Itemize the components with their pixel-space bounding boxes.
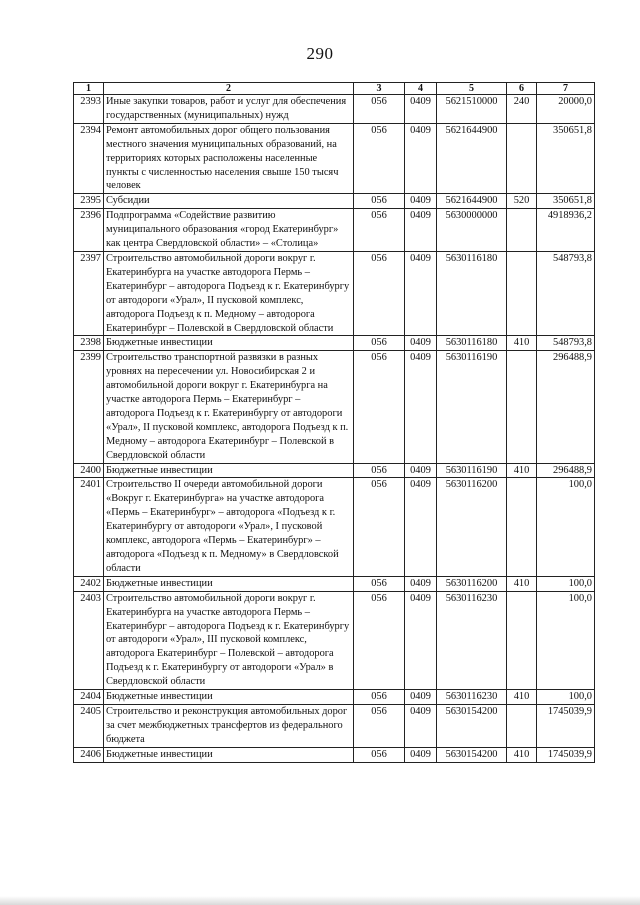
row-col-6: 410 <box>507 336 537 351</box>
row-name: Ремонт автомобильных дорог общего пользования местного значения муниципальных образований, на территориях которых расположены населенные пункты с численностью населения свыше 150 тысяч человек <box>104 123 354 194</box>
row-col-5: 5621644900 <box>437 123 507 194</box>
row-col-4: 0409 <box>405 690 437 705</box>
table-body <box>74 95 595 763</box>
header-col-3: 3 <box>354 83 405 95</box>
row-amount: 350651,8 <box>537 194 595 209</box>
row-col-3: 056 <box>354 95 405 124</box>
row-col-3: 056 <box>354 576 405 591</box>
row-name: Субсидии <box>104 194 354 209</box>
row-name: Бюджетные инвестиции <box>104 576 354 591</box>
row-amount: 350651,8 <box>537 123 595 194</box>
row-col-3: 056 <box>354 690 405 705</box>
row-col-5: 5630116180 <box>437 251 507 335</box>
row-col-3: 056 <box>354 351 405 463</box>
row-col-5: 5630000000 <box>437 209 507 252</box>
row-name: Строительство и реконструкция автомобильных дорог за счет межбюджетных трансфертов из федерального бюджета <box>104 704 354 747</box>
table-row <box>74 591 595 689</box>
row-name: Бюджетные инвестиции <box>104 336 354 351</box>
row-col-6: 520 <box>507 194 537 209</box>
header-col-6: 6 <box>507 83 537 95</box>
row-amount: 296488,9 <box>537 463 595 478</box>
table-row <box>74 351 595 463</box>
row-amount: 548793,8 <box>537 251 595 335</box>
row-col-5: 5630116180 <box>437 336 507 351</box>
table-row <box>74 478 595 576</box>
row-col-5: 5621644900 <box>437 194 507 209</box>
row-col-4: 0409 <box>405 123 437 194</box>
row-number: 2398 <box>74 336 104 351</box>
header-col-5: 5 <box>437 83 507 95</box>
row-col-6: 410 <box>507 690 537 705</box>
row-name: Иные закупки товаров, работ и услуг для обеспечения государственных (муниципальных) нужд <box>104 95 354 124</box>
header-col-7: 7 <box>537 83 595 95</box>
row-col-5: 5630154200 <box>437 704 507 747</box>
row-col-6 <box>507 478 537 576</box>
row-col-5: 5630116200 <box>437 576 507 591</box>
row-col-3: 056 <box>354 336 405 351</box>
row-col-6 <box>507 351 537 463</box>
row-col-5: 5630116190 <box>437 351 507 463</box>
table-row <box>74 704 595 747</box>
row-col-3: 056 <box>354 463 405 478</box>
row-col-6: 410 <box>507 576 537 591</box>
row-col-5: 5630116190 <box>437 463 507 478</box>
row-col-4: 0409 <box>405 209 437 252</box>
row-col-5: 5630154200 <box>437 747 507 762</box>
row-col-3: 056 <box>354 251 405 335</box>
row-col-6 <box>507 251 537 335</box>
header-col-2: 2 <box>104 83 354 95</box>
row-col-3: 056 <box>354 478 405 576</box>
row-col-6 <box>507 209 537 252</box>
row-col-3: 056 <box>354 194 405 209</box>
row-col-4: 0409 <box>405 463 437 478</box>
row-col-4: 0409 <box>405 95 437 124</box>
table-row <box>74 95 595 124</box>
table-row <box>74 576 595 591</box>
row-amount: 296488,9 <box>537 351 595 463</box>
header-row <box>74 83 595 95</box>
row-col-4: 0409 <box>405 336 437 351</box>
row-number: 2397 <box>74 251 104 335</box>
row-col-3: 056 <box>354 704 405 747</box>
row-col-6 <box>507 591 537 689</box>
row-name: Строительство автомобильной дороги вокруг г. Екатеринбурга на участке автодорога Пермь – Екатеринбург – автодорога Подъезд к г. Екатеринбургу от автодороги «Урал», III пусковой комплекс, автодорога Екатеринбург – Полевской – автодорога Подъезд к г. Екатеринбургу от автодороги «Урал» в Свердловской области <box>104 591 354 689</box>
budget-table <box>73 82 595 763</box>
row-col-5: 5621510000 <box>437 95 507 124</box>
row-number: 2405 <box>74 704 104 747</box>
row-name: Строительство транспортной развязки в разных уровнях на пересечении ул. Новосибирская 2 и автомобильной дороги вокруг г. Екатеринбурга на участке автодорога Пермь – Екатеринбург – автодорога Подъезд к г. Екатеринбургу от автодороги «Урал», II пусковой комплекс, автодорога Подъезд к п. Медному – автодорога Екатеринбург – Полевской в Свердловской области <box>104 351 354 463</box>
row-col-4: 0409 <box>405 478 437 576</box>
row-number: 2401 <box>74 478 104 576</box>
row-col-5: 5630116200 <box>437 478 507 576</box>
table-row <box>74 251 595 335</box>
table-row <box>74 336 595 351</box>
row-col-4: 0409 <box>405 576 437 591</box>
row-col-4: 0409 <box>405 591 437 689</box>
row-col-5: 5630116230 <box>437 690 507 705</box>
row-col-6 <box>507 123 537 194</box>
row-number: 2402 <box>74 576 104 591</box>
row-amount: 100,0 <box>537 576 595 591</box>
row-name: Бюджетные инвестиции <box>104 690 354 705</box>
row-amount: 100,0 <box>537 591 595 689</box>
row-col-6: 410 <box>507 463 537 478</box>
row-amount: 100,0 <box>537 478 595 576</box>
row-amount: 1745039,9 <box>537 747 595 762</box>
row-amount: 4918936,2 <box>537 209 595 252</box>
row-amount: 1745039,9 <box>537 704 595 747</box>
row-number: 2394 <box>74 123 104 194</box>
row-name: Бюджетные инвестиции <box>104 463 354 478</box>
scan-shadow <box>0 896 640 905</box>
header-col-4: 4 <box>405 83 437 95</box>
row-amount: 548793,8 <box>537 336 595 351</box>
row-number: 2396 <box>74 209 104 252</box>
header-col-1: 1 <box>74 83 104 95</box>
row-number: 2393 <box>74 95 104 124</box>
row-name: Бюджетные инвестиции <box>104 747 354 762</box>
page-number: 290 <box>306 44 334 63</box>
table-row <box>74 123 595 194</box>
table-row <box>74 690 595 705</box>
row-col-4: 0409 <box>405 747 437 762</box>
table-row <box>74 209 595 252</box>
row-col-6: 410 <box>507 747 537 762</box>
row-name: Подпрограмма «Содействие развитию муниципального образования «город Екатеринбург» как центра Свердловской области» – «Столица» <box>104 209 354 252</box>
row-number: 2399 <box>74 351 104 463</box>
row-number: 2404 <box>74 690 104 705</box>
row-amount: 20000,0 <box>537 95 595 124</box>
table-row <box>74 194 595 209</box>
row-name: Строительство автомобильной дороги вокруг г. Екатеринбурга на участке автодорога Пермь – Екатеринбург – автодорога Подъезд к г. Екатеринбургу от автодороги «Урал», II пусковой комплекс, автодорога Подъезд к п. Медному – автодорога Екатеринбург – Полевской в Свердловской области <box>104 251 354 335</box>
row-col-3: 056 <box>354 591 405 689</box>
table-row <box>74 463 595 478</box>
table-row <box>74 747 595 762</box>
row-number: 2395 <box>74 194 104 209</box>
row-number: 2406 <box>74 747 104 762</box>
row-amount: 100,0 <box>537 690 595 705</box>
row-col-4: 0409 <box>405 351 437 463</box>
row-col-3: 056 <box>354 747 405 762</box>
row-col-3: 056 <box>354 123 405 194</box>
row-col-5: 5630116230 <box>437 591 507 689</box>
row-number: 2400 <box>74 463 104 478</box>
row-col-3: 056 <box>354 209 405 252</box>
row-col-4: 0409 <box>405 704 437 747</box>
row-number: 2403 <box>74 591 104 689</box>
row-col-6 <box>507 704 537 747</box>
row-col-4: 0409 <box>405 194 437 209</box>
row-name: Строительство II очереди автомобильной дороги «Вокруг г. Екатеринбурга» на участке автодорога «Пермь – Екатеринбург» – автодорога «Подъезд к г. Екатеринбургу от автодороги «Урал», I пусковой комплекс, автодорога «Пермь – Екатеринбург» – автодорога «Подъезд к п. Медному» в Свердловской области <box>104 478 354 576</box>
row-col-4: 0409 <box>405 251 437 335</box>
table-header <box>74 83 595 95</box>
row-col-6: 240 <box>507 95 537 124</box>
